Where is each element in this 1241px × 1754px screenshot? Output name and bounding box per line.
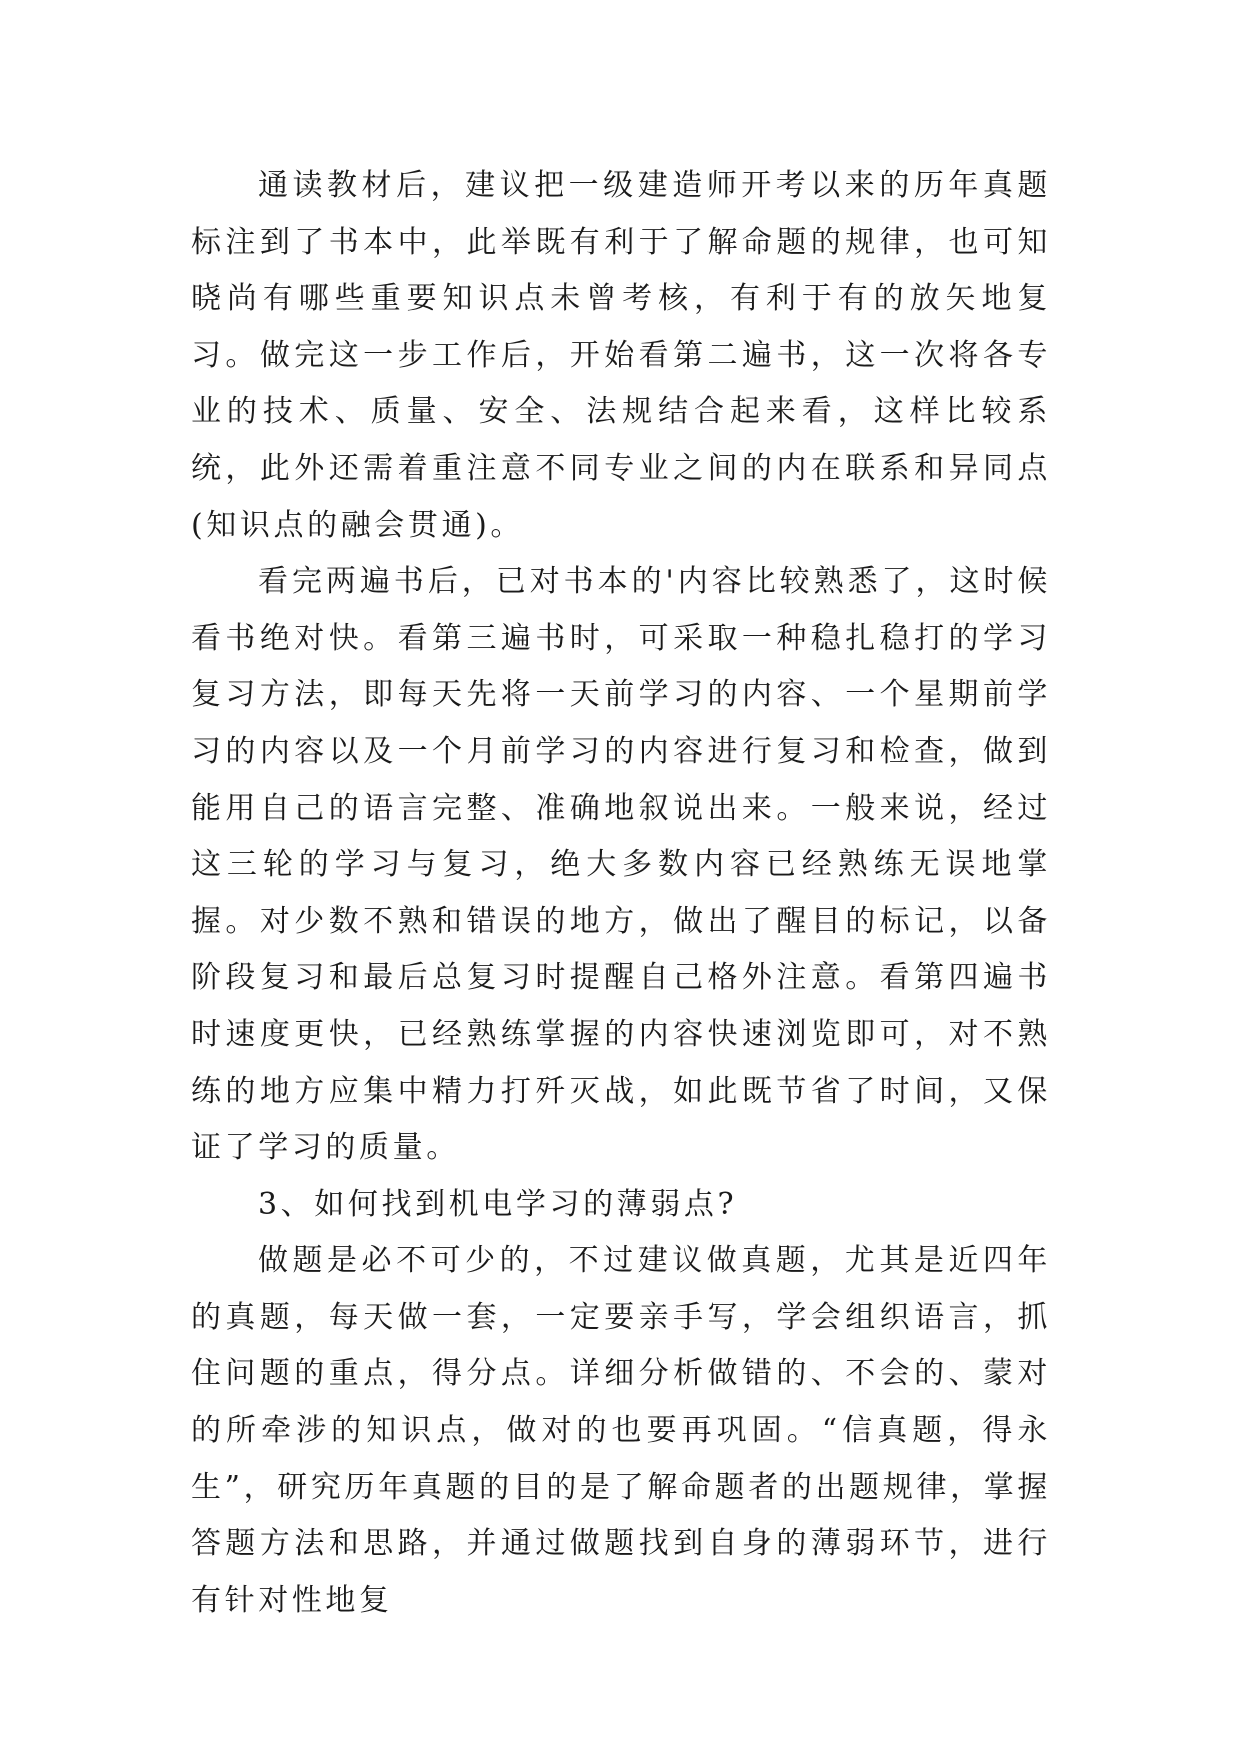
paragraph-2: 看完两遍书后，已对书本的'内容比较熟悉了，这时候看书绝对快。看第三遍书时，可采取一种稳扎稳打的学习复习方法，即每天先将一天前学习的内容、一个星期前学习的内容以及一个月前学习的内容进行复习和检查，做到能用自己的语言完整、准确地叙说出来。一般来说，经过这三轮的学习与复习，绝大多数内容已经熟练无误地掌握。对少数不熟和错误的地方，做出了醒目的标记，以备阶段复习和最后总复习时提醒自己格外注意。看第四遍书时速度更快，已经熟练掌握的内容快速浏览即可，对不熟练的地方应集中精力打歼灭战，如此既节省了时间，又保证了学习的质量。 (191, 564, 1051, 1166)
paragraph-3: 做题是必不可少的，不过建议做真题，尤其是近四年的真题，每天做一套，一定要亲手写，学会组织语言，抓住问题的重点，得分点。详细分析做错的、不会的、蒙对的所牵涉的知识点，做对的也要再巩固。“信真题，得永生”，研究历年真题的目的是了解命题者的出题规律，掌握答题方法和思路，并通过做题找到自身的薄弱环节，进行有针对性地复 (191, 1243, 1051, 1618)
section-heading: 3、如何找到机电学习的薄弱点? (258, 1186, 738, 1222)
document-body (191, 158, 1051, 1629)
paragraph-1: 通读教材后，建议把一级建造师开考以来的历年真题标注到了书本中，此举既有利于了解命题的规律，也可知晓尚有哪些重要知识点未曾考核，有利于有的放矢地复习。做完这一步工作后，开始看第二遍书，这一次将各专业的技术、质量、安全、法规结合起来看，这样比较系统，此外还需着重注意不同专业之间的内在联系和异同点(知识点的融会贯通)。 (191, 168, 1051, 543)
